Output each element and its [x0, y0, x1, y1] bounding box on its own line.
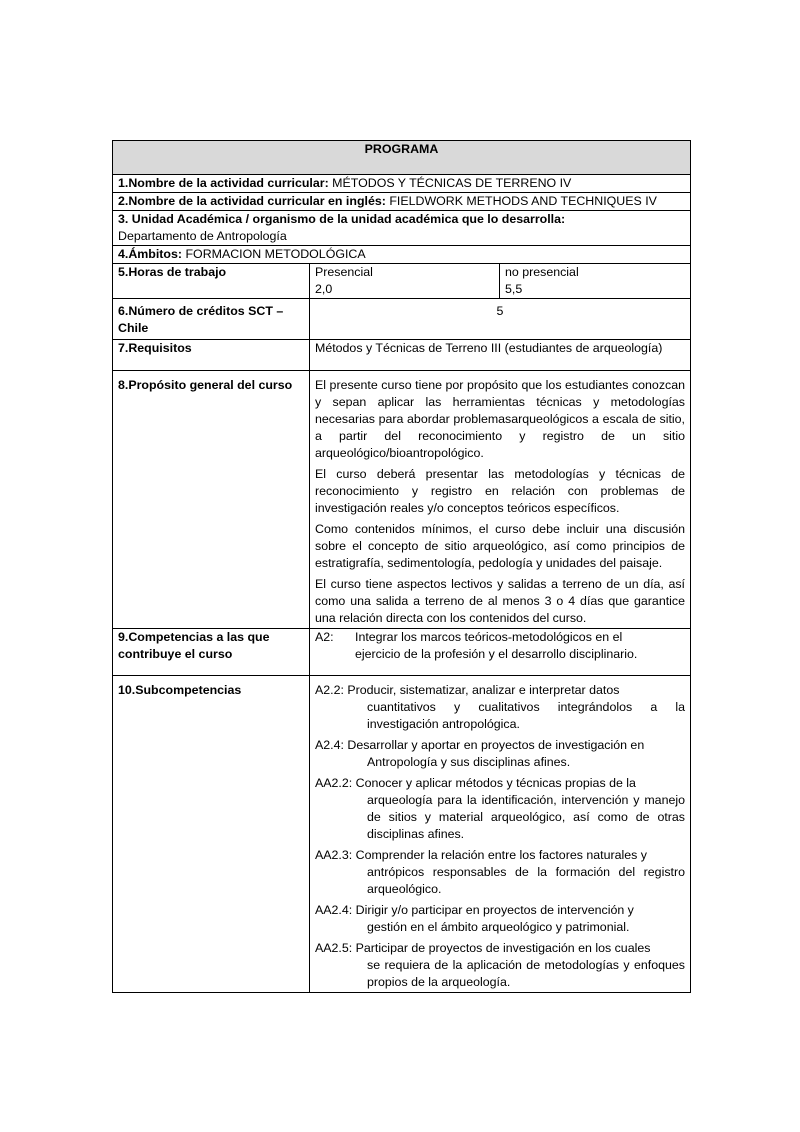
competencies-label: 9.Competencias a las que contribuye el curso	[113, 629, 310, 676]
scope-label: 4.Ámbitos:	[118, 247, 183, 261]
competency-text-rest: ejercicio de la profesión y el desarrollo disciplinario.	[355, 647, 638, 661]
credits-value: 5	[310, 299, 691, 340]
subcompetencies-label: 10.Subcompetencias	[113, 676, 310, 993]
activity-name-value: MÉTODOS Y TÉCNICAS DE TERRENO IV	[332, 176, 572, 190]
competency-code: A2:	[315, 630, 334, 644]
presencial-label: Presencial	[315, 265, 373, 279]
competency-item	[315, 629, 685, 663]
purpose-paragraph: El curso tiene aspectos lectivos y salidas a terreno de un día, así como una salida a terreno de al menos 3 o 4 días que garantice una relación directa con los contenidos del curso.	[315, 577, 685, 625]
row-subcompetencies	[113, 676, 691, 993]
row-requirements	[113, 340, 691, 371]
general-purpose-label: 8.Propósito general del curso	[113, 371, 310, 629]
activity-name-label: 1.Nombre de la actividad curricular:	[118, 176, 329, 190]
activity-name-english-label: 2.Nombre de la actividad curricular en inglés:	[118, 194, 386, 208]
purpose-paragraph: El presente curso tiene por propósito que los estudiantes conozcan y sepan aplicar las herramientas técnicas y metodologías necesarias para abordar problemasarqueológicos a escala de sitio, a partir del reconocimiento y registro de un sitio arqueológico/bioantropológico.	[315, 378, 685, 460]
purpose-paragraph: El curso deberá presentar las metodologías y técnicas de reconocimiento y registro en relación con problemas de investigación reales y/o conceptos teóricos específicos.	[315, 467, 685, 515]
credits-label: 6.Número de créditos SCT – Chile	[113, 299, 310, 340]
row-academic-unit	[113, 211, 691, 246]
activity-name-english-value: FIELDWORK METHODS AND TECHNIQUES IV	[389, 194, 657, 208]
subcompetencies-list	[310, 676, 691, 993]
scope-value: FORMACION METODOLÓGICA	[185, 247, 366, 261]
general-purpose-text	[310, 371, 691, 629]
subcompetency-item: AA2.2: Conocer y aplicar métodos y técnicas propias de la arqueología para la identificación, intervención y manejo de sitios y material arqueológico, así como de otras disciplinas afines.	[315, 776, 685, 841]
subcompetency-item: AA2.3: Comprender la relación entre los factores naturales y antrópicos responsables de la formación del registro arqueológico.	[315, 848, 685, 896]
work-hours-label: 5.Horas de trabajo	[113, 264, 310, 299]
subcompetency-item: AA2.5: Participar de proyectos de investigación en los cuales se requiera de la aplicación de metodologías y enfoques propios de la arqueología.	[315, 941, 685, 989]
row-credits	[113, 299, 691, 340]
subcompetency-item: A2.4: Desarrollar y aportar en proyectos de investigación en Antropología y sus disciplinas afines.	[315, 738, 645, 769]
subcompetency-item: AA2.4: Dirigir y/o participar en proyectos de intervención y gestión en el ámbito arqueológico y patrimonial.	[315, 903, 634, 934]
row-work-hours	[113, 264, 691, 299]
no-presencial-value: 5,5	[505, 282, 523, 296]
subcompetency-item: A2.2: Producir, sistematizar, analizar e interpretar datos cuantitativos y cualitativos integrándolos a la investigación antropológica.	[315, 683, 685, 731]
row-competencies	[113, 629, 691, 676]
program-table	[112, 140, 691, 993]
row-activity-name	[113, 175, 691, 193]
requirements-value: Métodos y Técnicas de Terreno III (estudiantes de arqueología)	[310, 340, 691, 371]
row-scope	[113, 246, 691, 264]
program-header-row	[113, 141, 691, 175]
purpose-paragraph: Como contenidos mínimos, el curso debe incluir una discusión sobre el concepto de sitio arqueológico, así como principios de estratigrafía, sedimentología, pedología y unidades del paisaje.	[315, 522, 685, 570]
row-activity-name-english	[113, 193, 691, 211]
no-presencial-label: no presencial	[505, 265, 579, 279]
program-header: PROGRAMA	[113, 141, 691, 175]
row-general-purpose	[113, 371, 691, 629]
requirements-label: 7.Requisitos	[113, 340, 310, 371]
academic-unit-label: 3. Unidad Académica / organismo de la unidad académica que lo desarrolla:	[118, 212, 566, 226]
competency-text-first: Integrar los marcos teóricos-metodológicos en el	[355, 630, 623, 644]
academic-unit-value: Departamento de Antropología	[118, 229, 287, 243]
presencial-value: 2,0	[315, 282, 333, 296]
